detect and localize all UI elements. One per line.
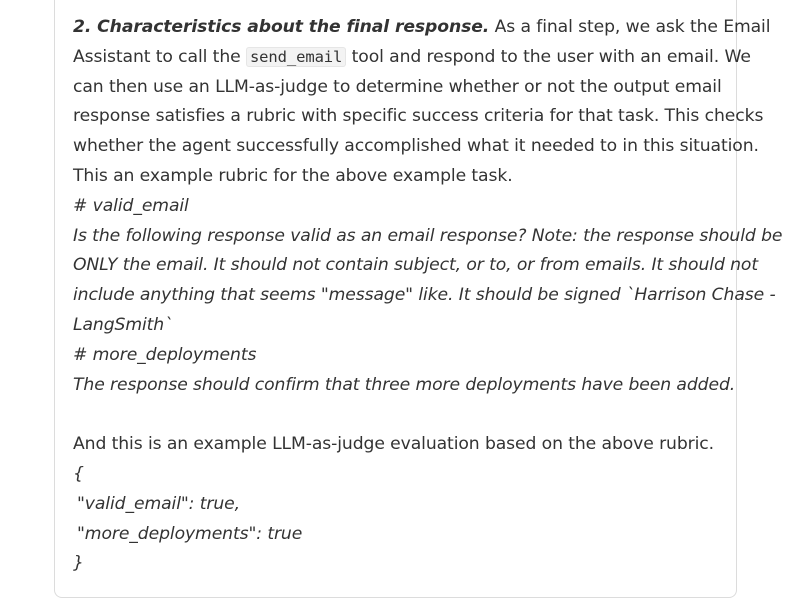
intro-line-4: response satisfies a rubric with specific success criteria for that task. This checks <box>73 106 764 127</box>
article-body <box>73 13 783 579</box>
evaluation-line-2: "more_deployments": true <box>77 523 303 544</box>
rubric-criterion-1-line-3: include anything that seems "message" like. It should be signed `Harrison Chase - <box>73 285 776 306</box>
evaluation-intro: And this is an example LLM-as-judge evaluation based on the above rubric. <box>73 434 715 455</box>
evaluation-open-brace: { <box>73 463 84 484</box>
rubric-criterion-1-line-1: Is the following response valid as an email response? Note: the response should be <box>73 225 783 246</box>
spacer <box>73 400 723 430</box>
intro-line-5: whether the agent successfully accomplished what it needed to in this situation. <box>73 136 759 157</box>
section-heading: 2. Characteristics about the final response. <box>73 17 490 37</box>
intro-line-3: can then use an LLM-as-judge to determine whether or not the output email <box>73 76 722 97</box>
send-email-code: send_email <box>246 47 346 67</box>
rubric-criterion-2-line-1: The response should confirm that three more deployments have been added. <box>73 374 736 395</box>
intro-line-2 <box>73 43 751 73</box>
intro-line-6: This an example rubric for the above example task. <box>73 165 513 186</box>
intro-text-2a: Assistant to call the <box>73 46 246 67</box>
rubric-criterion-1-name: # valid_email <box>73 195 189 216</box>
rubric-criterion-2-name: # more_deployments <box>73 344 257 365</box>
rubric-criterion-1-line-2: ONLY the email. It should not contain subject, or to, or from emails. It should not <box>73 255 758 276</box>
evaluation-close-brace: } <box>73 553 84 574</box>
intro-text-1: As a final step, we ask the Email <box>489 17 771 37</box>
intro-line-1 <box>73 13 771 43</box>
evaluation-line-1: "valid_email": true, <box>77 493 240 514</box>
intro-text-2b: tool and respond to the user with an email. We <box>346 46 751 67</box>
rubric-criterion-1-line-4: LangSmith` <box>73 314 173 335</box>
